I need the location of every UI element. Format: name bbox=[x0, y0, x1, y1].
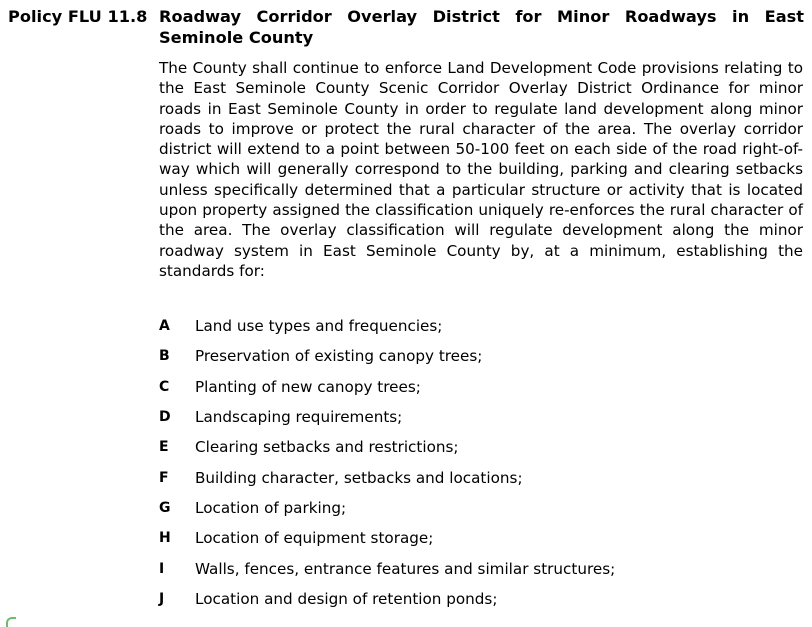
list-item-text: Landscaping requirements; bbox=[195, 408, 403, 427]
list-item-text: Land use types and frequencies; bbox=[195, 317, 443, 336]
list-item-text: Building character, setbacks and locations; bbox=[195, 468, 523, 487]
policy-heading bbox=[8, 6, 804, 48]
list-item-text: Location of parking; bbox=[195, 498, 347, 517]
list-item-letter: B bbox=[159, 348, 170, 365]
list-item bbox=[159, 584, 804, 614]
list-item bbox=[159, 493, 804, 523]
list-item-text: Location of equipment storage; bbox=[195, 529, 434, 548]
list-item-text: Preservation of existing canopy trees; bbox=[195, 347, 483, 366]
list-item bbox=[159, 553, 804, 583]
list-item-letter: H bbox=[159, 530, 171, 547]
list-item-text: Planting of new canopy trees; bbox=[195, 377, 421, 396]
list-item-letter: J bbox=[159, 590, 165, 607]
standards-list bbox=[159, 311, 804, 614]
list-item-letter: G bbox=[159, 499, 171, 516]
list-item bbox=[159, 462, 804, 492]
list-item-letter: E bbox=[159, 439, 169, 456]
list-item bbox=[159, 523, 804, 553]
policy-body-text: The County shall continue to enforce Land Development Code provisions relating to the East Seminole County Scenic Corridor Overlay District Ordinance for minor roads in East Seminole County in order to regulate land development along minor roads to improve or protect the rural character of the area. The overlay corridor district will extend to a point between 50-100 feet on each side of the road right-of-way which will generally correspond to the building, parking and clearing setbacks unless specifically determined that a particular structure or activity that is located upon property assigned the classification uniquely re-enforces the rural character of the area. The overlay classification will regulate development along the minor roadway system in East Seminole County by, at a minimum, establishing the standards for: bbox=[159, 59, 803, 280]
list-item-letter: F bbox=[159, 469, 169, 486]
list-item bbox=[159, 372, 804, 402]
policy-title: Roadway Corridor Overlay District for Minor Roadways in East Seminole County bbox=[159, 7, 804, 47]
list-item bbox=[159, 311, 804, 341]
policy-number: Policy FLU 11.8 bbox=[8, 7, 148, 26]
list-item-text: Walls, fences, entrance features and similar structures; bbox=[195, 559, 616, 578]
list-item-letter: I bbox=[159, 560, 165, 577]
list-item bbox=[159, 341, 804, 371]
list-item bbox=[159, 402, 804, 432]
list-item-letter: A bbox=[159, 318, 170, 335]
list-item-text: Clearing setbacks and restrictions; bbox=[195, 438, 459, 457]
list-item-letter: C bbox=[159, 378, 170, 395]
list-item-text: Location and design of retention ponds; bbox=[195, 589, 498, 608]
list-item bbox=[159, 432, 804, 462]
list-item-letter: D bbox=[159, 409, 171, 426]
page-edge-mark bbox=[6, 617, 16, 627]
